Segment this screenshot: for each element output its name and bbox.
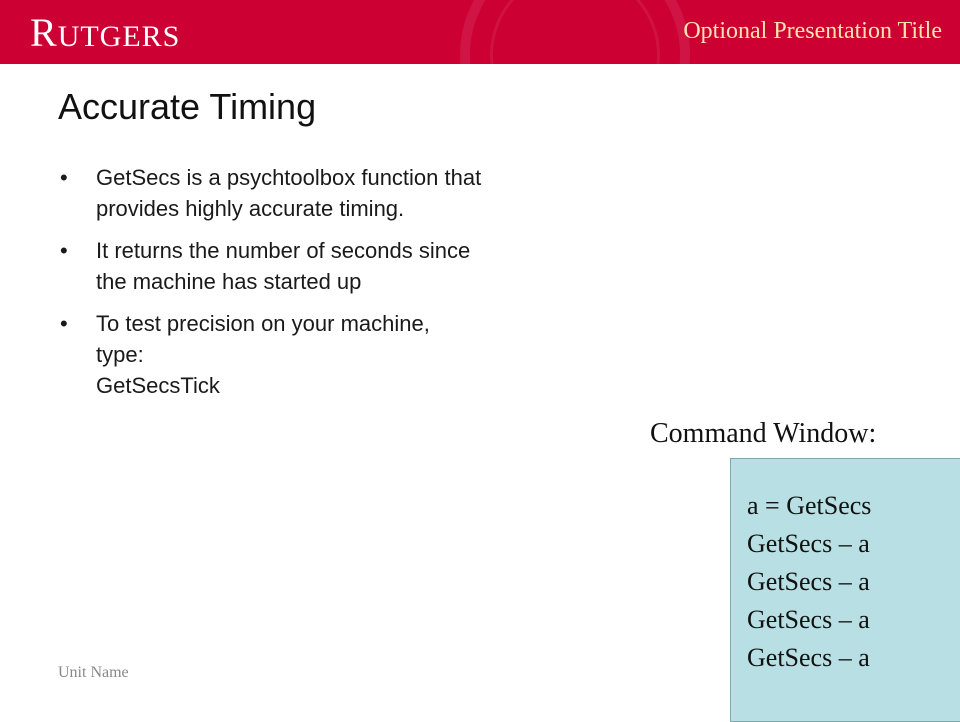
rutgers-logo: RUTGERS xyxy=(30,10,181,55)
bullet-item xyxy=(60,235,620,297)
presentation-title: Optional Presentation Title xyxy=(683,18,942,44)
bullet-item xyxy=(60,162,620,224)
bullet-icon: • xyxy=(60,238,68,263)
bullet-text-line: provides highly accurate timing. xyxy=(96,196,405,221)
bullet-item xyxy=(60,308,620,401)
bullet-text-line: type: xyxy=(96,342,144,367)
command-line: GetSecs – a xyxy=(747,643,870,672)
command-line: GetSecs – a xyxy=(747,567,870,596)
command-line: GetSecs – a xyxy=(747,529,870,558)
bullet-text-line: GetSecsTick xyxy=(96,373,220,398)
seal-watermark-inner xyxy=(490,0,660,64)
bullet-list xyxy=(60,162,620,412)
unit-name-footer: Unit Name xyxy=(58,664,129,681)
header-banner xyxy=(0,0,960,64)
bullet-text-line: the machine has started up xyxy=(96,269,362,294)
bullet-text-line: GetSecs is a psychtoolbox function that xyxy=(96,165,482,190)
command-line: GetSecs – a xyxy=(747,605,870,634)
command-window-box xyxy=(730,458,960,722)
slide-title: Accurate Timing xyxy=(58,86,317,127)
bullet-text-line: It returns the number of seconds since xyxy=(96,238,471,263)
command-line: a = GetSecs xyxy=(747,491,872,520)
command-window-label: Command Window: xyxy=(650,418,877,449)
bullet-text-line: To test precision on your machine, xyxy=(96,311,430,336)
bullet-icon: • xyxy=(60,311,68,336)
bullet-icon: • xyxy=(60,165,68,190)
command-lines xyxy=(747,487,871,677)
